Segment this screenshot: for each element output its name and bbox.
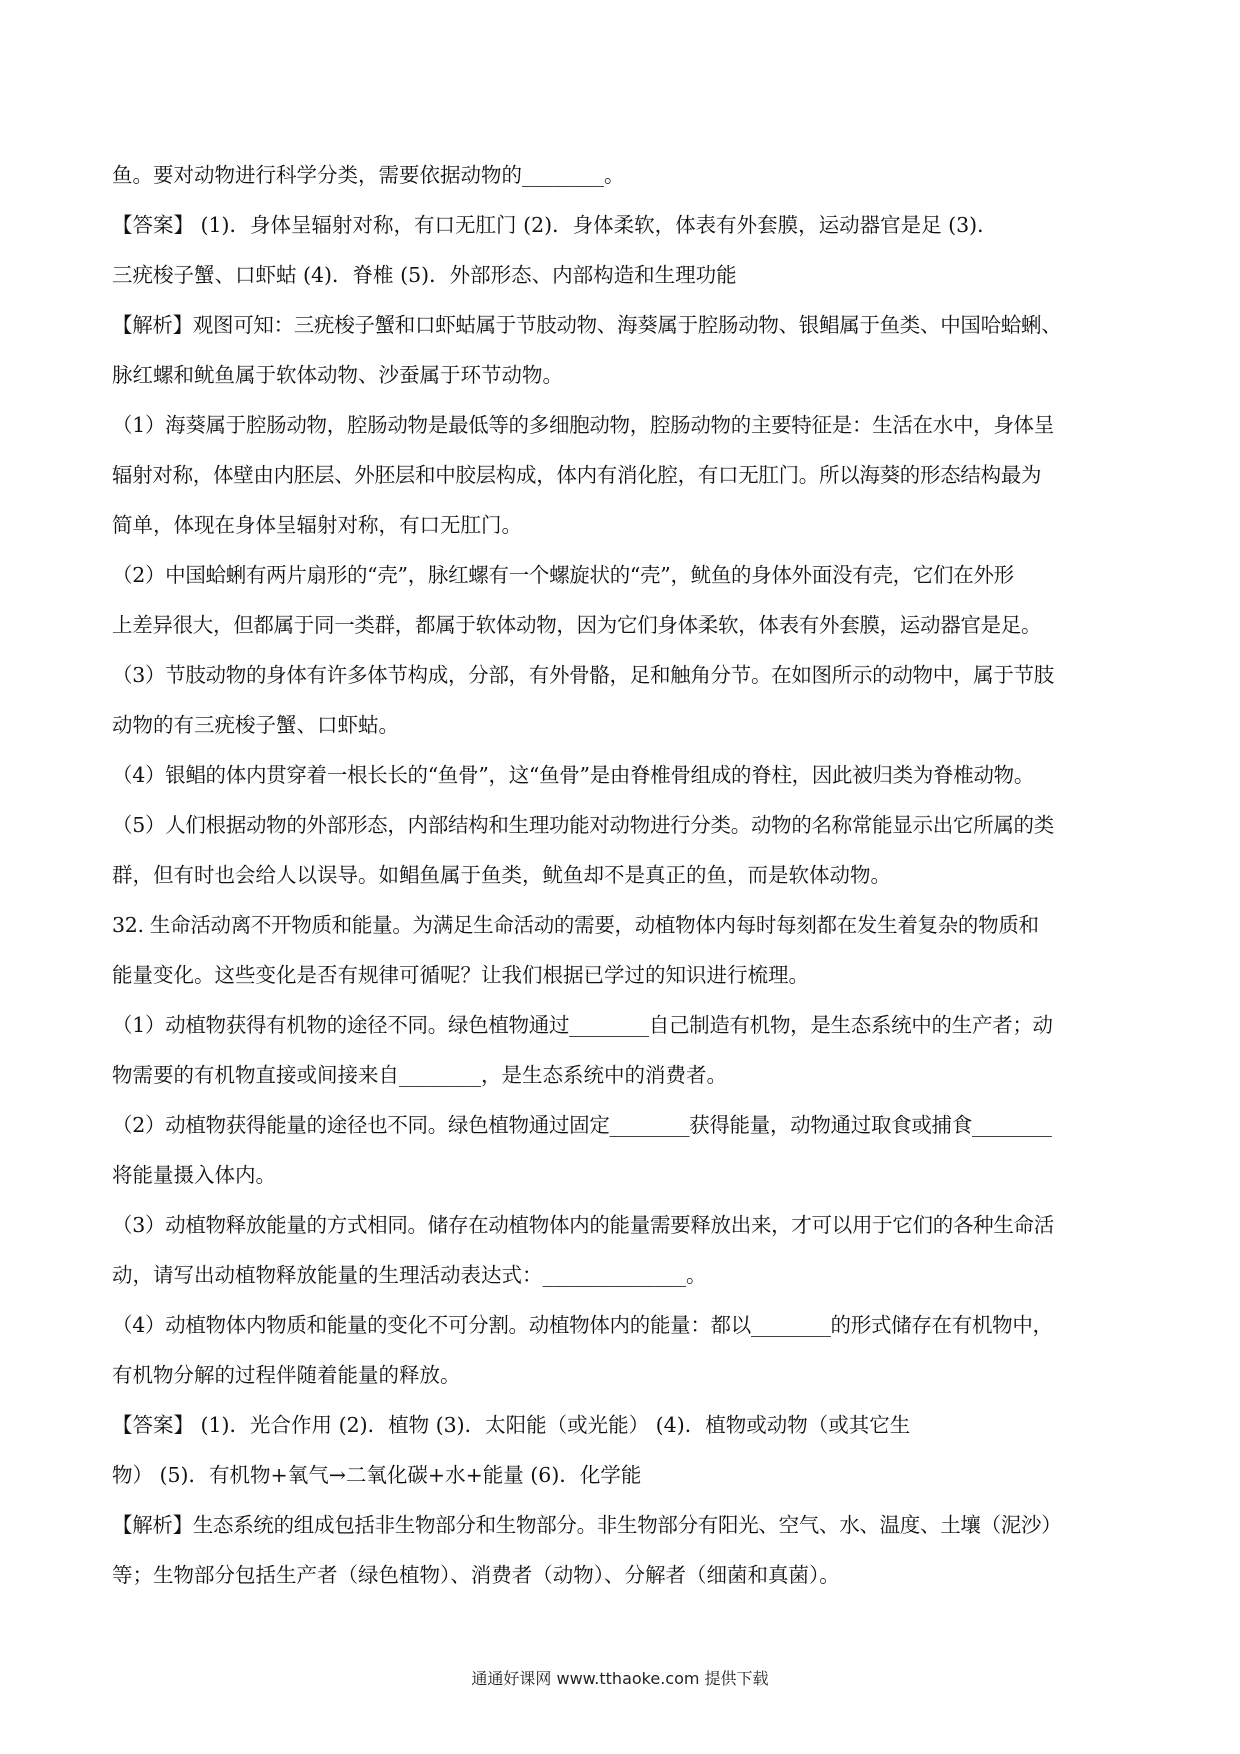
analysis-line: （5）人们根据动物的外部形态，内部结构和生理功能对动物进行分类。动物的名称常能显示出它所属的类 bbox=[112, 813, 1054, 837]
question-line: （3）动植物释放能量的方式相同。储存在动植物体内的能量需要释放出来，才可以用于它们的各种生命活 bbox=[112, 1213, 1054, 1237]
question-line: 有机物分解的过程伴随着能量的释放。 bbox=[112, 1363, 461, 1387]
analysis-line: 【解析】观图可知：三疣梭子蟹和口虾蛄属于节肢动物、海葵属于腔肠动物、银鲳属于鱼类、中国哈蛤蜊、 bbox=[112, 313, 1062, 337]
page-footer: 通通好课网 www.tthaoke.com 提供下载 bbox=[471, 1669, 769, 1688]
analysis-line: （4）银鲳的体内贯穿着一根长长的“鱼骨”，这“鱼骨”是由脊椎骨组成的脊柱，因此被归类为脊椎动物。 bbox=[112, 763, 1035, 787]
analysis-line: 群，但有时也会给人以误导。如鲳鱼属于鱼类，鱿鱼却不是真正的鱼，而是软体动物。 bbox=[112, 863, 891, 887]
analysis-line: 等；生物部分包括生产者（绿色植物）、消费者（动物）、分解者（细菌和真菌）。 bbox=[112, 1563, 840, 1587]
analysis-line: （1）海葵属于腔肠动物，腔肠动物是最低等的多细胞动物，腔肠动物的主要特征是：生活在水中，身体呈 bbox=[112, 413, 1054, 437]
analysis-line: 【解析】生态系统的组成包括非生物部分和生物部分。非生物部分有阳光、空气、水、温度、土壤（泥沙） bbox=[112, 1513, 1062, 1537]
analysis-line: 动物的有三疣梭子蟹、口虾蛄。 bbox=[112, 713, 399, 737]
document-body bbox=[112, 150, 1140, 1600]
answer-line: 【答案】 (1)．光合作用 (2)．植物 (3)．太阳能（或光能） (4)．植物或动物（或其它生 bbox=[112, 1413, 911, 1437]
analysis-line: （3）节肢动物的身体有许多体节构成，分部，有外骨骼，足和触角分节。在如图所示的动物中，属于节肢 bbox=[112, 663, 1054, 687]
question-line: （4）动植物体内物质和能量的变化不可分割。动植物体内的能量：都以________的形式储存在有机物中， bbox=[112, 1313, 1053, 1337]
question-line: 32. 生命活动离不开物质和能量。为满足生命活动的需要，动植物体内每时每刻都在发生着复杂的物质和 bbox=[112, 913, 1039, 937]
question-line: 将能量摄入体内。 bbox=[112, 1163, 276, 1187]
text-line: 鱼。要对动物进行科学分类，需要依据动物的________。 bbox=[112, 163, 625, 187]
question-line: 物需要的有机物直接或间接来自________，是生态系统中的消费者。 bbox=[112, 1063, 727, 1087]
answer-line: 【答案】 (1)．身体呈辐射对称，有口无肛门 (2)．身体柔软，体表有外套膜，运动器官是足 (3)． bbox=[112, 213, 998, 237]
analysis-line: 辐射对称，体壁由内胚层、外胚层和中胶层构成，体内有消化腔，有口无肛门。所以海葵的形态结构最为 bbox=[112, 463, 1042, 487]
analysis-line: 简单，体现在身体呈辐射对称，有口无肛门。 bbox=[112, 513, 522, 537]
question-line: （2）动植物获得能量的途径也不同。绿色植物通过固定________获得能量，动物通过取食或捕食________ bbox=[112, 1113, 1052, 1137]
question-line: （1）动植物获得有机物的途径不同。绿色植物通过________自己制造有机物，是生态系统中的生产者；动 bbox=[112, 1013, 1053, 1037]
question-line: 动，请写出动植物释放能量的生理活动表达式：______________。 bbox=[112, 1263, 707, 1287]
answer-line: 物） (5)．有机物+氧气→二氧化碳+水+能量 (6)．化学能 bbox=[112, 1463, 642, 1487]
analysis-line: （2）中国蛤蜊有两片扇形的“壳”，脉红螺有一个螺旋状的“壳”，鱿鱼的身体外面没有壳，它们在外形 bbox=[112, 563, 1014, 587]
analysis-line: 上差异很大，但都属于同一类群，都属于软体动物，因为它们身体柔软，体表有外套膜，运动器官是足。 bbox=[112, 613, 1042, 637]
question-line: 能量变化。这些变化是否有规律可循呢？让我们根据已学过的知识进行梳理。 bbox=[112, 963, 809, 987]
answer-line: 三疣梭子蟹、口虾蛄 (4)．脊椎 (5)．外部形态、内部构造和生理功能 bbox=[112, 263, 737, 287]
analysis-line: 脉红螺和鱿鱼属于软体动物、沙蚕属于环节动物。 bbox=[112, 363, 563, 387]
